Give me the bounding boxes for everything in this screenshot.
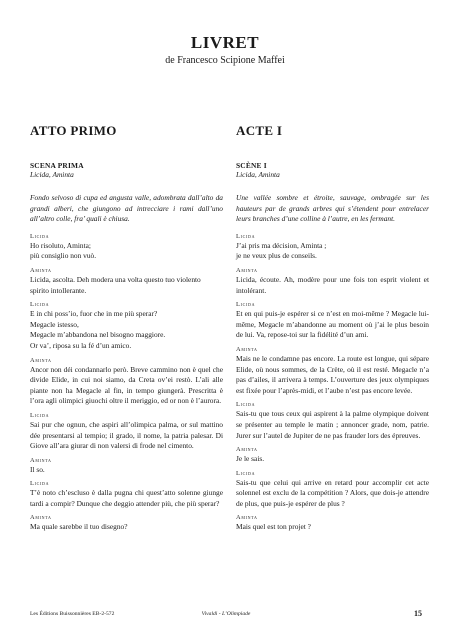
speaker-name: Licida — [236, 469, 256, 477]
speech-text: Licida, écoute. Ah, modère pour une fois ton esprit violent et intolérant. — [236, 274, 429, 295]
speech-block — [236, 513, 429, 533]
speech-text: Sais-tu que celui qui arrive en retard pour accomplir cet acte solennel est exclu de la compétition ? Alors, que dois-je attendre de plus, que puis-je espérer de plus ? — [236, 477, 429, 508]
verse-line: J’ai pris ma décision, Aminta ; — [236, 240, 327, 250]
speaker-name: Aminta — [236, 345, 258, 353]
page-title: LIVRET — [190, 33, 260, 52]
speech-text: Sais-tu que tous ceux qui aspirent à la palme olympique doivent se présenter au temple le matin ; annoncer grade, nom, patrie. Jurer sur l’autel de Jupiter de ne pas frauder lors des épreuves. — [236, 409, 429, 440]
speech-block — [30, 300, 223, 351]
publisher-label: Les Éditions Buissonnières EB-2-572 — [30, 611, 115, 617]
speech-block — [236, 469, 429, 510]
speaker-name: Licida — [236, 401, 256, 409]
speech-block — [30, 356, 223, 407]
verse-line: Ho risoluto, Aminta; — [30, 240, 91, 250]
page-number: 15 — [414, 609, 422, 618]
verse-line: Je le sais. — [236, 454, 265, 464]
verse-line: più consiglio non vuò. — [30, 251, 97, 261]
scene-heading-french: SCÈNE I — [236, 161, 267, 170]
stage-direction-italian: Fondo selvoso di cupa ed angusta valle, adombrata dall’alto da grandi alberi, che giungono ad intrecciare i rami dall’uno all’altro colle, fra’ quali è chiusa. — [30, 193, 223, 224]
verse-line: E in chi poss’io, fuor che in me più sperar? — [30, 309, 158, 319]
speech-block — [30, 266, 223, 296]
speech-text: Ancor non déi condannarlo però. Breve cammino non è quel che divide Elide, in cui noi siamo, da Creta ov’ei restò. L’ali alle piante non ha Megacle al fin, in tempo giungerà. Prescritta è l’ora agli olimpici giuochi oltre il meriggio, ed or non è l’aurora. — [30, 364, 223, 406]
speech-block — [236, 445, 429, 465]
speech-block — [236, 266, 429, 296]
french-column — [236, 124, 429, 537]
speech-block — [236, 345, 429, 396]
verse-line: Megacle m’abbandona nel bisogno maggiore. — [30, 330, 166, 340]
speaker-name: Aminta — [236, 514, 258, 522]
speech-text: Et en qui puis-je espérer si ce n’est en moi-même ? Megacle lui-même, Megacle m’abandonne au moment où j’ai le plus besoin de lui. Va, repose-toi sur la fidélité d’un ami. — [236, 309, 429, 340]
speech-block — [30, 513, 223, 533]
act-heading-french: ACTE I — [236, 123, 283, 138]
speaker-name: Aminta — [30, 356, 52, 364]
speaker-name: Licida — [30, 301, 50, 309]
speaker-name: Licida — [236, 301, 256, 309]
speech-text: T’è noto ch’escluso è dalla pugna chi quest’atto solenne giunge tardi a compir? Dunque che deggio attender più, che più sperar? — [30, 488, 223, 508]
speaker-name: Aminta — [30, 514, 52, 522]
italian-column — [30, 124, 223, 537]
speaker-name: Aminta — [236, 446, 258, 454]
speaker-name: Licida — [30, 411, 50, 419]
speaker-name: Aminta — [30, 456, 52, 464]
speech-block — [30, 232, 223, 262]
cast-list-french: Licida, Aminta — [236, 170, 280, 179]
verse-line: Il so. — [30, 464, 45, 474]
speech-block — [236, 300, 429, 341]
verse-line: Licida, ascolta. Deh modera una volta questo tuo violento — [30, 274, 201, 284]
page-subtitle: de Francesco Scipione Maffei — [165, 55, 285, 66]
verse-line: spirito intollerante. — [30, 285, 87, 295]
speech-block — [30, 479, 223, 509]
speaker-name: Aminta — [30, 266, 52, 274]
verse-line: Or va’, riposa su la fé d’un amico. — [30, 340, 132, 350]
speaker-name: Aminta — [236, 266, 258, 274]
speaker-name: Licida — [236, 232, 256, 240]
speech-list-italian — [30, 232, 223, 533]
work-reference: Vivaldi - L’Olimpiade — [201, 611, 251, 617]
verse-line: je ne veux plus de conseils. — [236, 251, 317, 261]
speech-text: Sai pur che ognun, che aspiri all’olimpica palma, or sul mattino dée presentarsi al tempio; il grado, il nome, la patria palesar. Di Giove all’ara giurar di non valersi di frode nel cimento. — [30, 419, 223, 451]
page-footer — [30, 609, 422, 621]
speech-block — [236, 232, 429, 262]
speech-block — [30, 456, 223, 476]
speaker-name: Licida — [30, 232, 50, 240]
verse-line: Megacle istesso, — [30, 319, 79, 329]
stage-direction-french: Une vallée sombre et étroite, sauvage, ombragée sur les hauteurs par de grands arbres qui s’étendent pour entrelacer leurs branches d’une colline à l’autre, en les fermant. — [236, 193, 429, 224]
scene-heading-italian: SCENA PRIMA — [30, 161, 84, 170]
speech-block — [236, 400, 429, 441]
act-heading-italian: ATTO PRIMO — [30, 123, 117, 138]
speaker-name: Licida — [30, 480, 50, 488]
speech-block — [30, 411, 223, 452]
speech-text: Mais ne le condamne pas encore. La route est longue, qui sépare Elide, où nous sommes, de la Crète, où il est resté. Megacle n’a pas d’ailes, il arrivera à temps. L’ouverture des jeux olympiques est fixée pour l’après-midi, et l’aube n’est pas encore levée. — [236, 353, 429, 395]
verse-line: Ma quale sarebbe il tuo disegno? — [30, 522, 128, 532]
verse-line: Mais quel est ton projet ? — [236, 522, 311, 532]
cast-list-italian: Licida, Aminta — [30, 170, 74, 179]
speech-list-french — [236, 232, 429, 533]
